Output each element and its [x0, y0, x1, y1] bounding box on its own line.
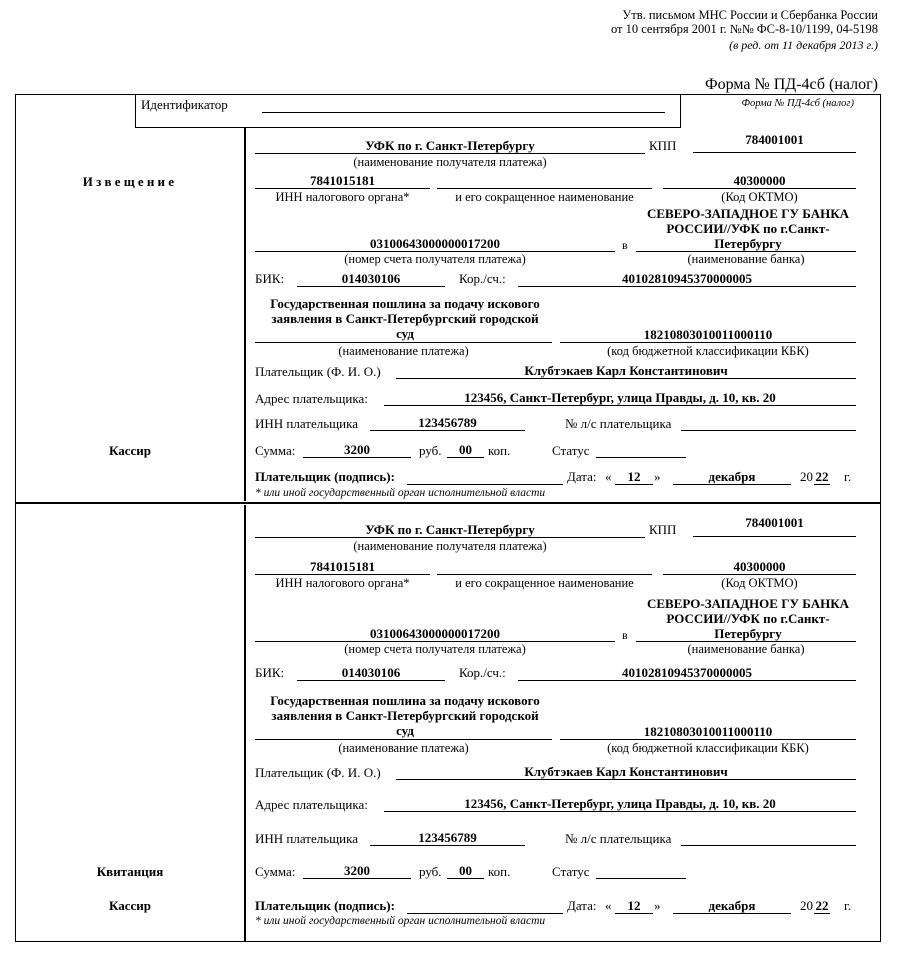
status-label: Статус [552, 864, 590, 879]
payment-line-1: Государственная пошлина за подачу искового [270, 296, 540, 311]
bank-caption: (наименование банка) [687, 642, 805, 656]
kbk-value: 18210803010011000110 [643, 724, 773, 739]
short-name-caption: и его сокращенное наименование [455, 576, 634, 590]
year-prefix: 20 [800, 469, 813, 484]
payer-inn-label: ИНН плательщика [255, 416, 359, 431]
identifier-label: Идентификатор [141, 97, 228, 112]
recipient-field[interactable] [255, 153, 645, 154]
payment-caption: (наименование платежа) [338, 741, 469, 755]
kop-label: коп. [488, 864, 511, 879]
year-suffix: г. [844, 469, 852, 484]
personal-account-field[interactable] [681, 845, 856, 846]
payer-inn-value: 123456789 [418, 415, 477, 430]
day-field[interactable] [615, 913, 653, 914]
payment-line-3: суд [396, 723, 414, 738]
payer-inn-label: ИНН плательщика [255, 831, 359, 846]
in-label: в [622, 238, 628, 252]
status-field[interactable] [596, 878, 686, 879]
date-label: Дата: [567, 469, 597, 484]
signature-label: Плательщик (подпись): [255, 469, 395, 484]
frame-left [15, 94, 16, 942]
signature-label: Плательщик (подпись): [255, 898, 395, 913]
kpp-label: КПП [649, 138, 677, 153]
month-field[interactable] [673, 484, 791, 485]
sum-rub-value: 3200 [344, 442, 370, 457]
signature-field[interactable] [407, 484, 563, 485]
recipient-field[interactable] [255, 537, 645, 538]
quote-close: » [654, 469, 661, 484]
day-value: 12 [627, 469, 641, 484]
payment-line-1: Государственная пошлина за подачу искового [270, 693, 540, 708]
status-field[interactable] [596, 457, 686, 458]
inn-caption: ИНН налогового органа* [275, 576, 410, 590]
payer-label: Плательщик (Ф. И. О.) [255, 765, 381, 780]
address-field[interactable] [384, 405, 856, 406]
payment-line-2: заявления в Санкт-Петербургский городской [271, 311, 539, 326]
month-value: декабря [708, 898, 756, 913]
kpp-value: 784001001 [745, 515, 804, 530]
bank-line-2: РОССИИ//УФК по г.Санкт- [666, 221, 830, 236]
form-title: Форма № ПД-4сб (налог) [704, 76, 878, 93]
oktmo-caption: (Код ОКТМО) [721, 190, 798, 204]
signature-field[interactable] [407, 913, 563, 914]
divider-notice [244, 128, 246, 501]
recipient-caption: (наименование получателя платежа) [353, 539, 547, 553]
bank-caption: (наименование банка) [687, 252, 805, 266]
approval-line-2: от 10 сентября 2001 г. №№ ФС-8-10/1199, 04-5198 [610, 22, 878, 36]
kbk-caption: (код бюджетной классификации КБК) [607, 741, 809, 755]
sum-label: Сумма: [255, 443, 296, 458]
inn-value: 7841015181 [310, 173, 375, 188]
month-value: декабря [708, 469, 756, 484]
bik-field[interactable] [297, 286, 445, 287]
payer-label: Плательщик (Ф. И. О.) [255, 364, 381, 379]
receipt-label: Квитанция [96, 864, 164, 879]
account-value: 03100643000000017200 [370, 626, 500, 641]
bank-line-1: СЕВЕРО-ЗАПАДНОЕ ГУ БАНКА [646, 206, 850, 221]
day-field[interactable] [615, 484, 653, 485]
bik-value: 014030106 [341, 271, 401, 286]
payment-field[interactable] [255, 342, 552, 343]
approval-line-3: (в ред. от 11 декабря 2013 г.) [729, 38, 878, 52]
address-label: Адрес плательщика: [255, 797, 368, 812]
sum-rub-field[interactable] [303, 878, 411, 879]
bank-line-3: Петербургу [714, 236, 782, 251]
quote-close: » [654, 898, 661, 913]
payment-field[interactable] [255, 739, 552, 740]
identifier-box-left [135, 94, 136, 128]
bank-line-3: Петербургу [714, 626, 782, 641]
payer-field[interactable] [396, 779, 856, 780]
rub-label: руб. [419, 443, 442, 458]
kpp-label: КПП [649, 522, 677, 537]
inn-caption: ИНН налогового органа* [275, 190, 410, 204]
quote-open: « [605, 469, 612, 484]
identifier-box-bottom [135, 127, 680, 128]
oktmo-value: 40300000 [733, 173, 786, 188]
corr-value: 40102810945370000005 [622, 271, 752, 286]
address-value: 123456, Санкт-Петербург, улица Правды, д. 10, кв. 20 [464, 796, 776, 811]
payer-value: Клубтэкаев Карл Константинович [524, 764, 728, 779]
kbk-caption: (код бюджетной классификации КБК) [607, 344, 809, 358]
recipient-value: УФК по г. Санкт-Петербургу [365, 138, 535, 153]
divider-receipt [244, 505, 246, 942]
kpp-value: 784001001 [745, 132, 804, 147]
corr-label: Кор./сч.: [459, 271, 506, 286]
year-field[interactable] [814, 484, 830, 485]
identifier-box-right [680, 94, 681, 128]
year-value: 22 [815, 469, 829, 484]
recipient-value: УФК по г. Санкт-Петербургу [365, 522, 535, 537]
kop-label: коп. [488, 443, 511, 458]
sum-label: Сумма: [255, 864, 296, 879]
oktmo-value: 40300000 [733, 559, 786, 574]
bik-label: БИК: [255, 665, 285, 680]
kbk-field[interactable] [560, 342, 856, 343]
approval-line-1: Утв. письмом МНС России и Сбербанка России [622, 8, 878, 22]
identifier-field[interactable] [262, 112, 665, 113]
corr-field[interactable] [518, 680, 856, 681]
corr-field[interactable] [518, 286, 856, 287]
frame-bottom [15, 941, 881, 942]
payer-inn-value: 123456789 [418, 830, 477, 845]
account-caption: (номер счета получателя платежа) [344, 252, 526, 266]
inn-field[interactable] [255, 574, 430, 575]
personal-account-label: № л/с плательщика [565, 416, 672, 431]
oktmo-field[interactable] [663, 574, 856, 575]
corr-value: 40102810945370000005 [622, 665, 752, 680]
rub-label: руб. [419, 864, 442, 879]
kbk-value: 18210803010011000110 [643, 327, 773, 342]
payer-inn-field[interactable] [370, 845, 525, 846]
sum-kop-value: 00 [459, 863, 472, 878]
bik-value: 014030106 [341, 665, 401, 680]
day-value: 12 [627, 898, 641, 913]
in-label: в [622, 628, 628, 642]
bank-line-1: СЕВЕРО-ЗАПАДНОЕ ГУ БАНКА [646, 596, 850, 611]
year-suffix: г. [844, 898, 852, 913]
bank-line-2: РОССИИ//УФК по г.Санкт- [666, 611, 830, 626]
cashier-label-receipt: Кассир [108, 898, 151, 913]
year-field[interactable] [814, 913, 830, 914]
notice-label: Извещение [82, 174, 178, 189]
date-label: Дата: [567, 898, 597, 913]
payer-value: Клубтэкаев Карл Константинович [524, 363, 728, 378]
kpp-field[interactable] [693, 152, 856, 153]
oktmo-caption: (Код ОКТМО) [721, 576, 798, 590]
short-name-caption: и его сокращенное наименование [455, 190, 634, 204]
section-divider [15, 502, 881, 504]
payer-inn-field[interactable] [370, 430, 525, 431]
recipient-caption: (наименование получателя платежа) [353, 155, 547, 169]
frame-right [880, 94, 881, 942]
inn-field[interactable] [255, 188, 430, 189]
sum-kop-value: 00 [459, 442, 472, 457]
quote-open: « [605, 898, 612, 913]
corr-label: Кор./сч.: [459, 665, 506, 680]
bik-label: БИК: [255, 271, 285, 286]
address-field[interactable] [384, 811, 856, 812]
frame-top [15, 94, 881, 95]
personal-account-label: № л/с плательщика [565, 831, 672, 846]
oktmo-field[interactable] [663, 188, 856, 189]
personal-account-field[interactable] [681, 430, 856, 431]
month-field[interactable] [673, 913, 791, 914]
payment-line-2: заявления в Санкт-Петербургский городской [271, 708, 539, 723]
address-value: 123456, Санкт-Петербург, улица Правды, д. 10, кв. 20 [464, 390, 776, 405]
bik-field[interactable] [297, 680, 445, 681]
payment-line-3: суд [396, 326, 414, 341]
sum-rub-field[interactable] [303, 457, 411, 458]
inn-value: 7841015181 [310, 559, 375, 574]
status-label: Статус [552, 443, 590, 458]
payment-caption: (наименование платежа) [338, 344, 469, 358]
short-name-field[interactable] [437, 574, 652, 575]
kpp-field[interactable] [693, 536, 856, 537]
footnote: * или иной государственный орган исполнительной власти [255, 487, 546, 499]
account-caption: (номер счета получателя платежа) [344, 642, 526, 656]
cashier-label: Кассир [108, 443, 151, 458]
kbk-field[interactable] [560, 739, 856, 740]
short-name-field[interactable] [437, 188, 652, 189]
sum-kop-field[interactable] [447, 878, 484, 879]
sum-kop-field[interactable] [447, 457, 484, 458]
account-value: 03100643000000017200 [370, 236, 500, 251]
year-value: 22 [815, 898, 829, 913]
address-label: Адрес плательщика: [255, 391, 368, 406]
sum-rub-value: 3200 [344, 863, 370, 878]
payer-field[interactable] [396, 378, 856, 379]
form-title-small: Форма № ПД-4сб (налог) [741, 98, 854, 109]
year-prefix: 20 [800, 898, 813, 913]
footnote: * или иной государственный орган исполнительной власти [255, 915, 546, 927]
